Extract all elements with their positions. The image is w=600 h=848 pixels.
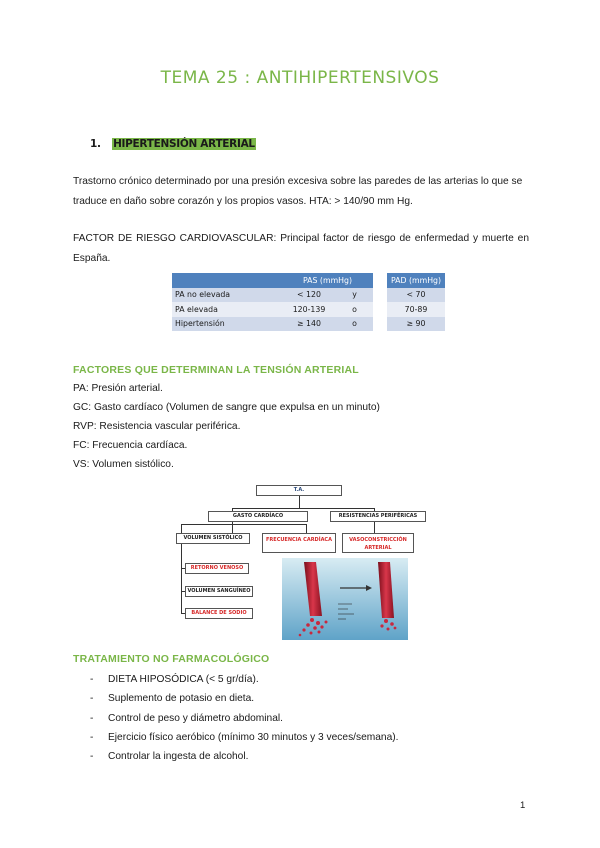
table-header-pas: PAS (mmHg) [282, 273, 373, 288]
list-item [90, 747, 398, 766]
list-item [90, 670, 398, 689]
table-cell: o [336, 302, 373, 317]
list-item [90, 689, 398, 708]
table-row [172, 288, 445, 303]
table-cell: o [336, 317, 373, 332]
list-item-text: Controlar la ingesta de alcohol. [108, 751, 249, 763]
page-number: 1 [520, 800, 526, 811]
diagram-box-balance: BALANCE DE SODIO [185, 608, 253, 619]
diagram-box-volumen-sanguineo: VOLUMEN SANGUÍNEO [185, 586, 253, 597]
table-cell: 120-139 [282, 302, 336, 317]
blood-pressure-diagram [172, 482, 430, 640]
table-spacer [373, 302, 387, 317]
treatment-list [90, 670, 398, 766]
factor-line: RVP: Resistencia vascular periférica. [73, 421, 241, 432]
list-item-text: Suplemento de potasio en dieta. [108, 693, 255, 705]
blood-vessel-illustration [282, 558, 408, 640]
table-cell: ≥ 90 [387, 317, 445, 332]
definition-paragraph: Trastorno crónico determinado por una presión excesiva sobre las paredes de las arterias lo que se traduce en daño sobre corazón y los propios vasos. HTA: > 140/90 mm Hg. [73, 176, 523, 207]
table-spacer [373, 288, 387, 303]
section-heading [90, 138, 256, 150]
table-header-pad: PAD (mmHg) [387, 273, 445, 288]
diagram-box-volumen-sistolico: VOLUMEN SISTÓLICO [176, 533, 250, 544]
page-title: TEMA 25 : ANTIHIPERTENSIVOS [160, 68, 440, 88]
table-cell: < 70 [387, 288, 445, 303]
diagram-connector [232, 508, 374, 509]
diagram-box-retorno: RETORNO VENOSO [185, 563, 249, 574]
list-item-text: Ejercicio físico aeróbico (mínimo 30 minutos y 3 veces/semana). [108, 731, 399, 743]
factor-line: VS: Volumen sistólico. [73, 459, 174, 470]
diagram-connector [306, 524, 307, 533]
section-number: 1. [90, 138, 101, 150]
table-header-cell [172, 273, 282, 288]
table-cell: 70-89 [387, 302, 445, 317]
bullet-dash: - [90, 693, 94, 705]
bullet-dash: - [90, 712, 94, 724]
diagram-box-frecuencia: FRECUENCIA CARDÍACA [262, 533, 336, 553]
treatment-heading: TRATAMIENTO NO FARMACOLÓGICO [73, 653, 270, 665]
factors-heading: FACTORES QUE DETERMINAN LA TENSIÓN ARTERIAL [73, 364, 359, 376]
blood-pressure-table [172, 273, 445, 331]
diagram-connector [299, 495, 300, 508]
diagram-box-resistencias: RESISTENCIAS PERIFÉRICAS [330, 511, 426, 522]
diagram-box-vasoconstriccion: VASOCONSTRICCIÓN ARTERIAL [342, 533, 414, 553]
diagram-connector [374, 521, 375, 533]
factor-line: GC: Gasto cardíaco (Volumen de sangre que expulsa en un minuto) [73, 402, 380, 413]
list-item-text: DIETA HIPOSÓDICA (< 5 gr/día). [108, 674, 259, 685]
diagram-box-gasto: GASTO CARDÍACO [208, 511, 308, 522]
table-cell: y [336, 288, 373, 303]
table-cell: Hipertensión [172, 317, 282, 332]
bullet-dash: - [90, 731, 94, 743]
list-item-text: Control de peso y diámetro abdominal. [108, 712, 283, 724]
table-header-spacer [373, 273, 387, 288]
table-cell: < 120 [282, 288, 336, 303]
risk-factor-paragraph: FACTOR DE RIESGO CARDIOVASCULAR: Principal factor de riesgo de enfermedad y muerte en España. [73, 233, 529, 264]
bullet-dash: - [90, 751, 94, 763]
factor-line: FC: Frecuencia cardíaca. [73, 440, 188, 451]
diagram-connector [181, 524, 306, 525]
diagram-box-ta: T.A. [256, 485, 342, 496]
section-title: HIPERTENSIÓN ARTERIAL [113, 138, 255, 150]
table-row [172, 317, 445, 332]
table-cell: ≥ 140 [282, 317, 336, 332]
bullet-dash: - [90, 674, 94, 685]
diagram-connector [232, 521, 233, 533]
table-spacer [373, 317, 387, 332]
list-item [90, 709, 398, 728]
table-cell: PA no elevada [172, 288, 282, 303]
table-row [172, 302, 445, 317]
factor-line: PA: Presión arterial. [73, 383, 163, 394]
table-header-row [172, 273, 445, 288]
table-cell: PA elevada [172, 302, 282, 317]
list-item [90, 728, 398, 747]
